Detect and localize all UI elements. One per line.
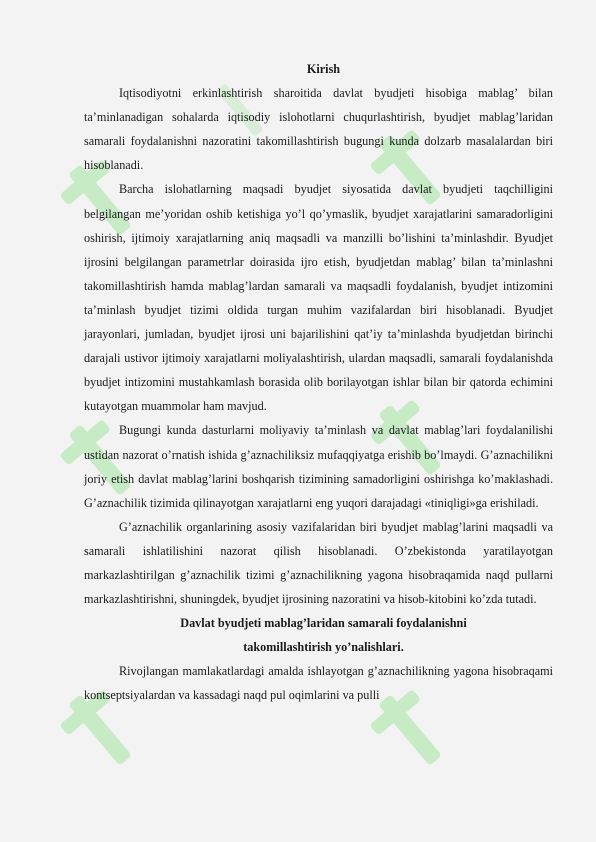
paragraph-1: Iqtisodiyotni erkinlashtirish sharoitida davlat byudjeti hisobiga mablag’ bilan ta’minlanadigan sohalarda iqtisodiy islohotlarni chuqurlashtirish, byudjet mablag’laridan samarali foydalanishni nazoratini takomillashtirish bugungi kunda dolzarb masalalardan biri hisoblanadi. — [84, 86, 553, 173]
section-heading-line-1: Davlat byudjeti mablag’laridan samarali foydalanishni — [180, 616, 467, 631]
document-title: Kirish — [306, 62, 341, 76]
section-heading-line-2: takomillashtirish yo’nalishlari. — [243, 640, 404, 655]
paragraph-5: Rivojlangan mamlakatlardagi amalda ishlayotgan g’aznachilikning yagona hisobraqami kontseptsiyalardan va kassadagi naqd pul oqimlarini va pulli — [84, 664, 553, 703]
paragraph-2: Barcha islohatlarning maqsadi byudjet siyosatida davlat byudjeti taqchilligini belgilangan me’yoridan oshib ketishiga yo’l qo’ymaslik, byudjet xarajatlarini samaradorligini oshirish, ijtimoiy xarajatlarning aniq maqsadli va manzilli bo’lishini ta’minlashdir. Byudjet ijrosini belgilangan parametrlar doirasida ijro etish, byudjetdan mablag’ bilan ta’minlashni takomillashtirish hamda mablag’lardan samarali va maqsadli foydalanish, byudjet intizomini ta’minlash byudjet tizimi oldida turgan muhim vazifalardan biri hisoblanadi. Byudjet jarayonlari, jumladan, byudjet ijrosi uni bajarilishini qat’iy ta’minlashda byudjetdan birinchi darajali ustivor ijtimoiy xarajatlarni moliyalashtirish, ulardan maqsadli, samarali foydalanishda byudjet intizomini mustahkamlash borasida olib borilayotgan ishlar bilan bir qatorda echimini kutayotgan muammolar ham mavjud. — [84, 182, 553, 414]
paragraph-4: G’aznachilik organlarining asosiy vazifalaridan biri byudjet mablag’larini maqsadli va samarali ishlatilishini nazorat qilish hisoblanadi. O’zbekistonda yaratilayotgan markazlashtirilgan g’aznachilik tizimi g’aznachilikning yagona hisobraqamida naqd pullarni markazlashtirishni, shuningdek, byudjet ijrosining nazoratini va hisob-kitobini ko’zda tutadi. — [84, 519, 553, 607]
paragraph-3: Bugungi kunda dasturlarni moliyaviy ta’minlash va davlat mablag’lari foydalanilishi ustidan nazorat o’rnatish ishida g’aznachiliksiz mufaqqiyatga erishib bo’lmaydi. G’aznachilikni joriy etish davlat mablag’larini boshqarish tizimining samadorligini oshirishga ko’maklashadi. G’aznachilik tizimida qilinayotgan xarajatlarni eng yuqori darajadagi «tiniqligi»ga erishiladi. — [84, 423, 553, 510]
document-body — [84, 57, 553, 708]
